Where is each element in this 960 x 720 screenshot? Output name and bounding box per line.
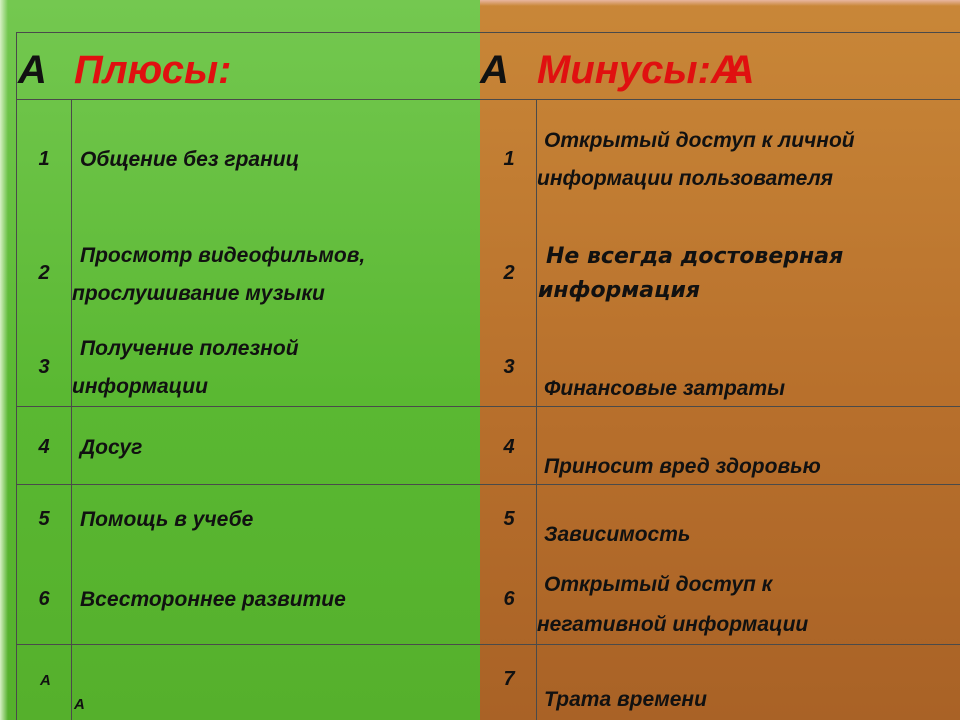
pros-row-text: А [74, 696, 85, 713]
pros-row-number: 6 [38, 588, 50, 610]
cons-row-text: Приносит вред здоровью [544, 455, 821, 478]
cons-row-text: Зависимость [544, 523, 691, 546]
cons-row-text: Трата времени [544, 688, 707, 711]
pros-row-text: Помощь в учебе [80, 508, 254, 531]
pros-row-number: 3 [38, 356, 50, 378]
cons-row-text-line1: Открытый доступ к [544, 573, 773, 596]
cons-row-text: Финансовые затраты [544, 377, 786, 400]
pros-row-number: 1 [38, 148, 50, 170]
cons-row-number: 5 [503, 508, 515, 530]
cons-row-number: 7 [503, 668, 515, 690]
pros-row-text: Досуг [80, 436, 143, 459]
cons-header-label: Минусы: [537, 48, 711, 92]
pros-row-text-line1: Просмотр видеофильмов, [80, 244, 366, 267]
cons-row-number: 3 [503, 356, 515, 378]
pros-header-title: Плюсы: [74, 48, 232, 92]
cons-row-text-line1: Открытый доступ к личной [544, 129, 855, 152]
pros-row-text-line2: информации [72, 375, 208, 398]
cons-header-marker: А [480, 48, 509, 92]
pros-row-text-line1: Получение полезной [80, 337, 299, 360]
cons-row-text-line2: негативной информации [537, 613, 809, 636]
cons-row-text-line2: информации пользователя [537, 167, 834, 190]
pros-header-marker: А [18, 48, 47, 92]
cons-row-text-line1: Не всегда достоверная [546, 244, 844, 269]
table-top-border [16, 32, 960, 33]
cons-row-number: 1 [503, 148, 515, 170]
header-bottom-border [16, 99, 960, 100]
pros-row-text-line2: прослушивание музыки [72, 282, 325, 305]
row-divider [16, 644, 960, 645]
pros-row-number: А [40, 672, 51, 689]
cons-row-number: 6 [503, 588, 515, 610]
cons-row-number: 2 [503, 262, 515, 284]
pros-row-number: 5 [38, 508, 50, 530]
cons-header-title [537, 46, 741, 94]
cons-row-text-line2: информация [538, 278, 700, 303]
pros-row-number: 4 [38, 436, 50, 458]
table-left-border [16, 32, 17, 720]
cons-header-suffix: АА [710, 48, 741, 92]
pros-row-text: Всестороннее развитие [80, 588, 346, 611]
cons-row-number: 4 [503, 436, 515, 458]
pros-number-divider [71, 99, 72, 720]
pros-row-number: 2 [38, 262, 50, 284]
pros-row-text: Общение без границ [80, 148, 300, 171]
